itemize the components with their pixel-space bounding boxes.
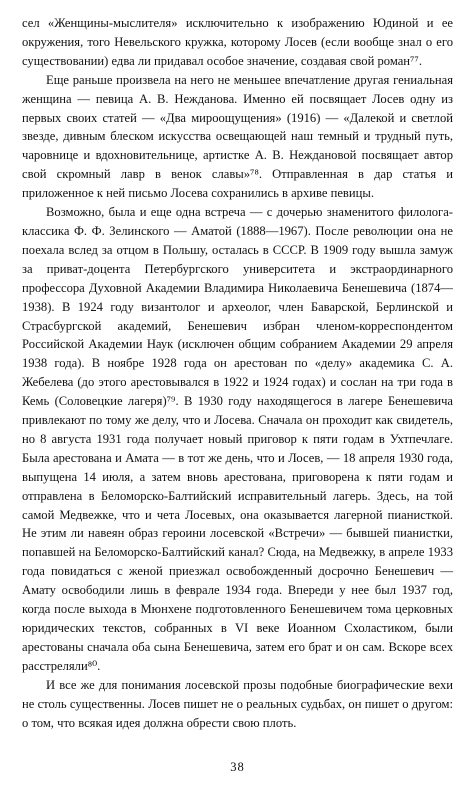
paragraph-3: Возможно, была и еще одна встреча — с дочерью знаменитого филолога-классика Ф. Ф. Зелинского — Аматой (1888—1967). После революции она не поехала вслед за отцом в Польшу, осталась в СССР. В 1909 году вышла замуж за приват-доцента Петербургского университета и экстраординарного профессора Духовной Академии Владимира Николаевича Бенешевича (1874—1938). В 1924 году византолог и археолог, член Баварской, Берлинской и Страсбургской академий, Бенешевич избран членом-корреспондентом Российской Академии Наук (исключен общим собранием Академии 29 апреля 1938 года). В ноябре 1928 года он арестован по «делу» академика С. А. Жебелева (до этого арестовывался в 1922 и 1924 годах) и сослан на три года в Кемь (Соловецкие лагеря)⁷⁹. В 1930 году находящегося в лагере Бенешевича привлекают по тому же делу, что и Лосева. Сначала он проходит как свидетель, но 8 августа 1931 года получает новый приговор к пяти годам в Ухтпечлаге. Была арестована и Амата — в тот же день, что и Лосев, — 18 апреля 1930 года, выпущена 14 июля, а затем вновь арестована, приговорена к пяти годам и отправлена в Беломорско-Балтийский исправительный лагерь. Здесь, на той самой Медвежке, что и чета Лосевых, она оказывается лагерной пианисткой. Не этим ли навеян образ героини лосевской «Встречи» — бывшей пианистки, попавшей на Беломорско-Балтийский канал? Сюда, на Медвежку, в апреле 1933 года повидаться с женой приезжал освобожденный досрочно Бенешевич — Амату освободили лишь в феврале 1934 года. Впереди у нее был 1937 год, когда после выхода в Мюнхене подготовленного Бенешевичем тома церковных юридических текстов, собранных в VI веке Иоанном Схоластиком, были арестованы сначала оба сына Бенешевича, затем его брат и он сам. Вскоре всех расстреляли⁸⁰. [22, 205, 453, 673]
page-body [22, 14, 453, 732]
page-number: 38 [230, 760, 245, 774]
paragraph-2: Еще раньше произвела на него не меньшее впечатление другая гениальная женщина — певица А. В. Нежданова. Именно ей посвящает Лосев одну из первых своих статей — «Два мироощущения» (1916) — «Далекой и светлой звезде, дивным блеском искусства освещающей наш темный и трудный путь, чаровнице и вдохновительнице, артистке А. В. Неждановой посвящает автор свой скромный лавр в венок славы»⁷⁸. Отправленная в дар статья и приложенное к ней письмо Лосева сохранились в архиве певицы. [22, 72, 453, 201]
paragraph-1: сел «Женщины-мыслителя» исключительно к изображению Юдиной и ее окружения, того Невельского кружка, которому Лосев (если вообще знал о его существовании) едва ли придавал особое значение, создавая свой роман⁷⁷. [22, 16, 453, 68]
paragraph-4: И все же для понимания лосевской прозы подобные биографические вехи не столь существенны. Лосев пишет не о реальных судьбах, он пишет о другом: о том, что всякая идея должна обрести свою плоть. [22, 677, 453, 730]
